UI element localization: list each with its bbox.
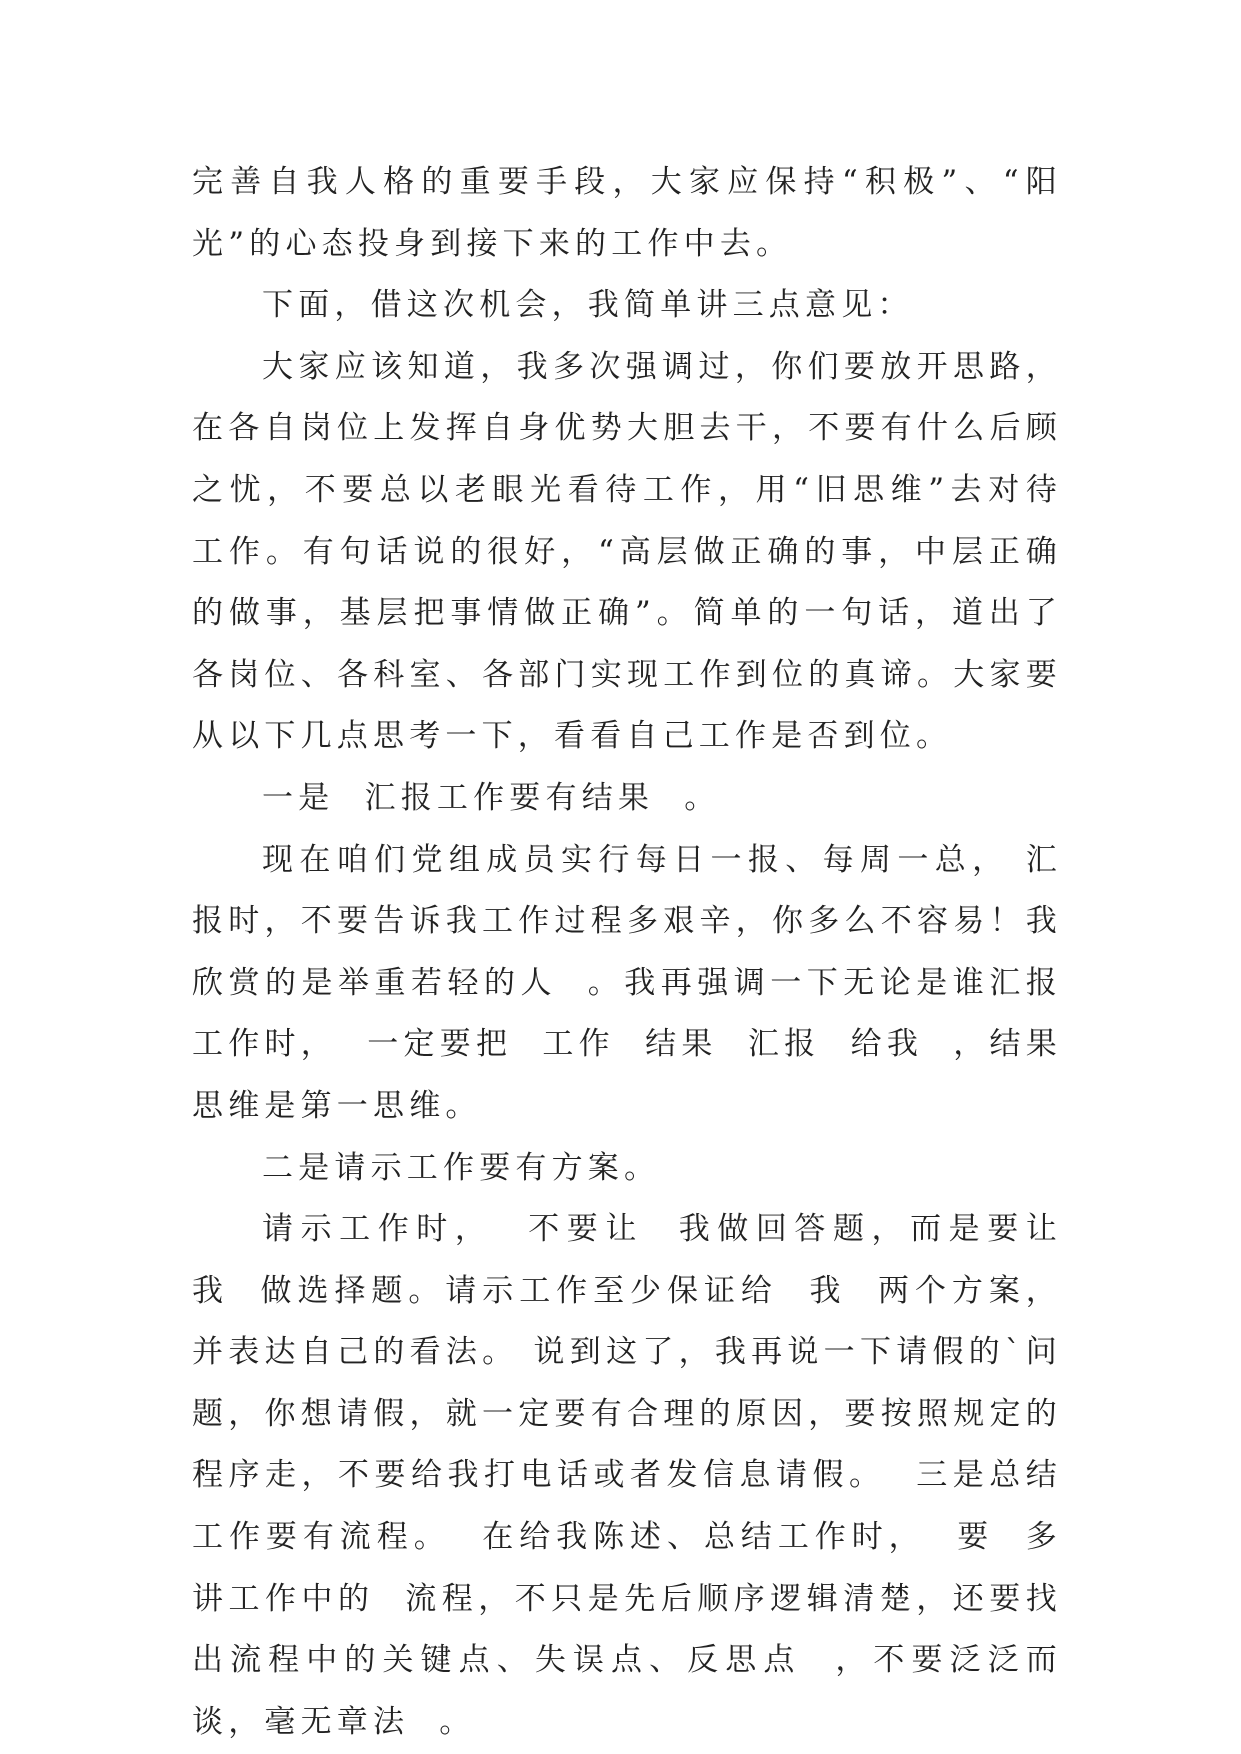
heading-point-one: 一是 汇报工作要有结果 。 <box>262 779 721 816</box>
document-body <box>192 152 1093 1753</box>
heading-point-two: 二是请示工作要有方案。 <box>262 1149 661 1186</box>
paragraph-three-points-intro: 下面，借这次机会，我简单讲三点意见： <box>262 287 914 324</box>
paragraph-point-two-and-three: 请示工作时， 不要让 我做回答题，而是要让 我 做选择题。请示工作至少保证给 我 两个方案，并表达自己的看法。 说到这了，我再说一下请假的`问题，你想请假，就一定要有合理的原因，要按照规定的程序走，不要给我打电话或者发信息请假。 三是总结工作要有流程。 在给我陈述、总结工作时， 要 多讲工作中的 流程，不只是先后顺序逻辑清楚，还要找出流程中的关键点、失误点、反思点 ，不要泛泛而谈，毫无章法 。 <box>192 1211 1093 1740</box>
paragraph-open-thinking: 大家应该知道，我多次强调过，你们要放开思路，在各自岗位上发挥自身优势大胆去干，不要有什么后顾之忧，不要总以老眼光看待工作，用“旧思维”去对待工作。有句话说的很好，“高层做正确的事，中层正确的做事，基层把事情做正确”。简单的一句话，道出了各岗位、各科室、各部门实现工作到位的真谛。大家要从以下几点思考一下，看看自己工作是否到位。 <box>192 348 1062 755</box>
paragraph-intro-continuation: 完善自我人格的重要手段，大家应保持“积极”、“阳光”的心态投身到接下来的工作中去。 <box>192 164 1062 262</box>
paragraph-point-one-detail: 现在咱们党组成员实行每日一报、每周一总， 汇报时，不要告诉我工作过程多艰辛，你多么不容易！我欣赏的是举重若轻的人 。我再强调一下无论是谁汇报工作时， 一定要把 工作 结果 汇报 给我 ，结果思维是第一思维。 <box>192 841 1062 1124</box>
